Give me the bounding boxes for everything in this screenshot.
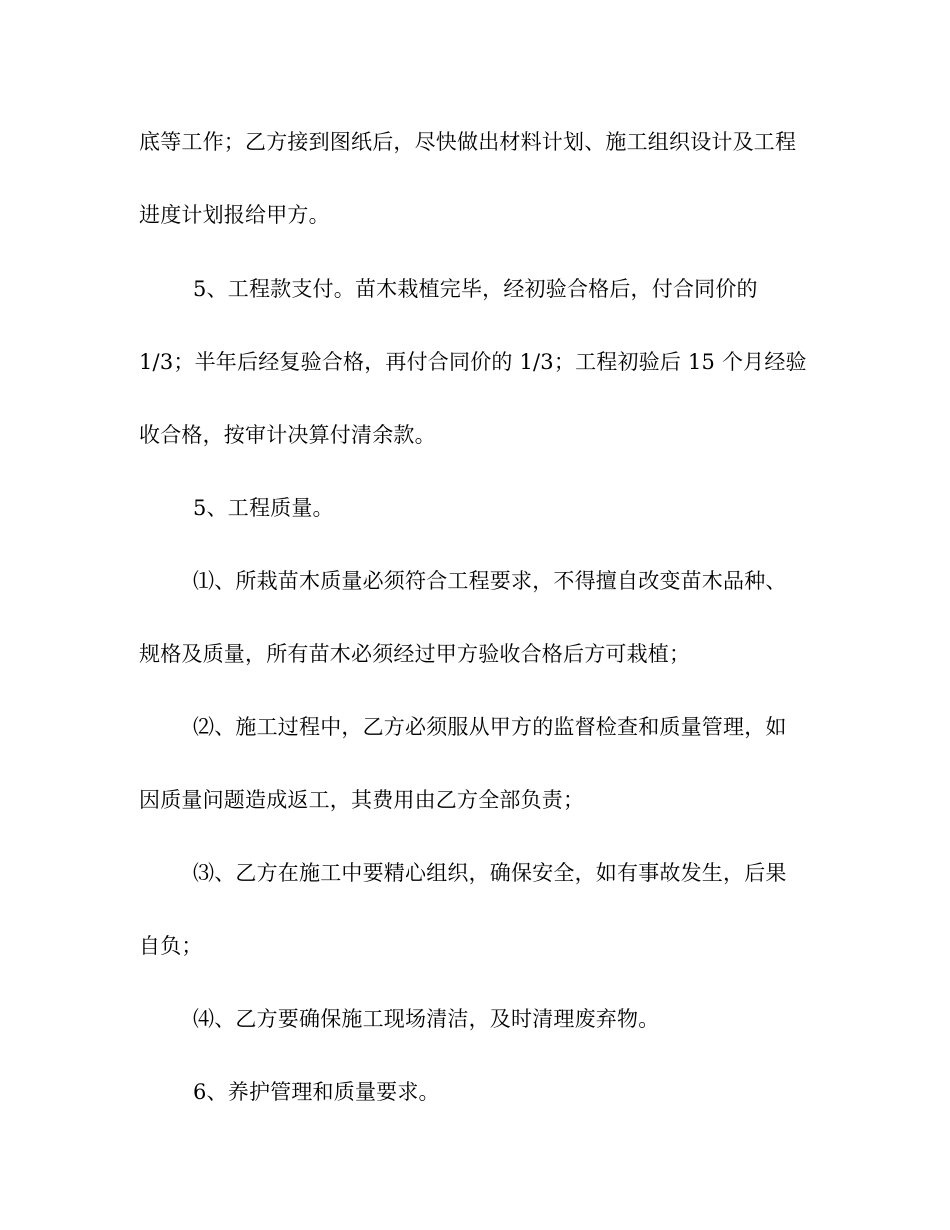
paragraph-heading: 5、工程款支付。苗木栽植完毕，经初验合格后，付合同价的 <box>193 277 758 301</box>
text-line: 底等工作；乙方接到图纸后，尽快做出材料计划、施工组织设计及工程 <box>139 130 797 154</box>
text-line: 规格及质量，所有苗木必须经过甲方验收合格后方可栽植； <box>139 642 691 666</box>
text-line: 因质量问题造成返工，其费用由乙方全部负责； <box>139 788 585 812</box>
section-heading: 6、养护管理和质量要求。 <box>193 1080 440 1104</box>
text-line: 进度计划报给甲方。 <box>139 203 330 227</box>
list-item: ⑵、施工过程中，乙方必须服从甲方的监督检查和质量管理，如 <box>193 715 787 739</box>
text-line: 1/3；半年后经复验合格，再付合同价的 1/3；工程初验后 15 个月经验 <box>139 350 807 374</box>
text-line: 自负； <box>139 934 203 958</box>
list-item: ⑴、所栽苗木质量必须符合工程要求，不得擅自改变苗木品种、 <box>193 569 787 593</box>
list-item: ⑷、乙方要确保施工现场清洁，及时清理废弃物。 <box>193 1007 660 1031</box>
section-heading: 5、工程质量。 <box>193 496 334 520</box>
text-line: 收合格，按审计决算付清余款。 <box>139 423 436 447</box>
list-item: ⑶、乙方在施工中要精心组织，确保安全，如有事故发生，后果 <box>193 861 787 885</box>
